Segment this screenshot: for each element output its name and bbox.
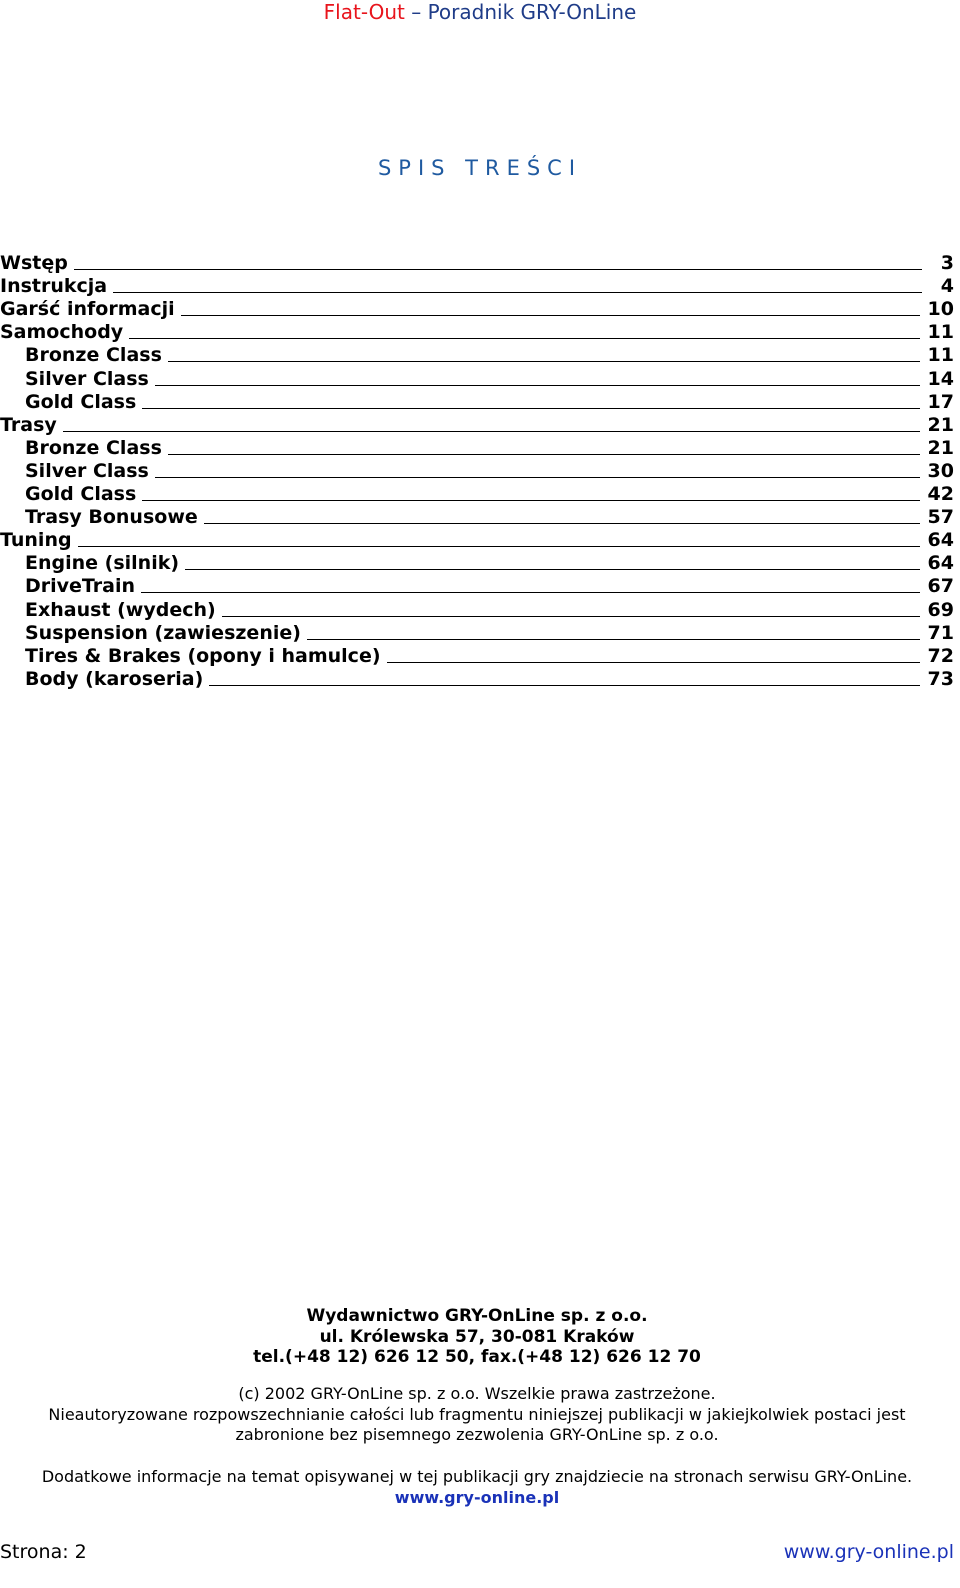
- toc-entry-page: 67: [927, 575, 954, 598]
- header-separator: –: [404, 0, 428, 24]
- toc-entry[interactable]: [0, 597, 954, 620]
- toc-leader-line: [168, 361, 920, 362]
- toc-entry-label: Engine (silnik): [25, 552, 180, 575]
- toc-entry-page: 73: [927, 667, 954, 690]
- toc-leader-line: [204, 523, 920, 524]
- publisher-info: [0, 1306, 954, 1368]
- header-guide-title: Poradnik GRY-OnLine: [427, 0, 637, 24]
- toc-leader-line: [141, 592, 920, 593]
- toc-entry-page: 42: [927, 483, 954, 506]
- toc-entry[interactable]: [0, 343, 954, 366]
- toc-leader-line: [222, 616, 920, 617]
- toc-entry-label: Gold Class: [25, 390, 137, 413]
- extra-info: [0, 1466, 954, 1508]
- publisher-address: ul. Królewska 57, 30-081 Kraków: [319, 1326, 635, 1347]
- toc-entry-label: Gold Class: [25, 483, 137, 506]
- toc-entry-label: Silver Class: [25, 459, 149, 482]
- toc-entry[interactable]: [0, 574, 954, 597]
- toc-entry-label: DriveTrain: [25, 575, 136, 598]
- toc-entry-label: Bronze Class: [25, 436, 162, 459]
- toc-leader-line: [142, 408, 919, 409]
- toc-entry[interactable]: [0, 551, 954, 574]
- toc-entry-page: 64: [927, 552, 954, 575]
- toc-entry-label: Trasy: [0, 413, 57, 436]
- publisher-phone: tel.(+48 12) 626 12 50, fax.(+48 12) 626 12 70: [253, 1347, 701, 1367]
- toc-entry[interactable]: [0, 505, 954, 528]
- publisher-name: Wydawnictwo GRY-OnLine sp. z o.o.: [306, 1306, 648, 1326]
- toc-entry-page: 71: [927, 621, 954, 644]
- toc-leader-line: [74, 269, 922, 270]
- toc-entry[interactable]: [0, 528, 954, 551]
- toc-entry-label: Body (karoseria): [25, 667, 204, 690]
- toc-entry-label: Wstęp: [0, 252, 68, 275]
- notice-line-1: Nieautoryzowane rozpowszechnianie całości lub fragmentu niniejszej publikacji w jakiejkolwiek postaci jest: [48, 1404, 906, 1424]
- toc-entry-label: Exhaust (wydech): [25, 598, 216, 621]
- toc-entry-page: 72: [927, 644, 954, 667]
- toc-entry[interactable]: [0, 413, 954, 436]
- header-game-title: Flat-Out: [323, 0, 405, 24]
- toc-entry[interactable]: [0, 274, 954, 297]
- toc-leader-line: [387, 662, 920, 663]
- toc-entry[interactable]: [0, 366, 954, 389]
- toc-entry-page: 3: [940, 252, 954, 275]
- toc-entry[interactable]: [0, 459, 954, 482]
- toc-entry-label: Instrukcja: [0, 275, 108, 298]
- toc-entry-page: 14: [927, 367, 954, 390]
- toc-leader-line: [181, 315, 920, 316]
- toc-entry-page: 4: [940, 275, 954, 298]
- toc-entry-page: 11: [927, 344, 954, 367]
- toc-heading: SPIS TREŚCI: [377, 156, 583, 180]
- page-number: Strona: 2: [0, 1541, 87, 1563]
- toc-leader-line: [63, 431, 920, 432]
- toc-entry-page: 17: [927, 390, 954, 413]
- toc-entry[interactable]: [0, 390, 954, 413]
- toc-leader-line: [129, 338, 919, 339]
- toc-entry-page: 10: [927, 298, 954, 321]
- notice-line-2: zabronione bez pisemnego zezwolenia GRY-OnLine sp. z o.o.: [235, 1425, 719, 1444]
- toc-entry-page: 57: [927, 506, 954, 529]
- toc-entry-label: Trasy Bonusowe: [25, 506, 198, 529]
- toc-leader-line: [307, 639, 920, 640]
- table-of-contents: [0, 251, 954, 690]
- toc-leader-line: [155, 477, 920, 478]
- extra-info-text: Dodatkowe informacje na temat opisywanej w tej publikacji gry znajdziecie na stronach serwisu GRY-OnLine.: [41, 1467, 913, 1486]
- copyright-line: (c) 2002 GRY-OnLine sp. z o.o. Wszelkie prawa zastrzeżone.: [238, 1384, 716, 1403]
- toc-entry-label: Suspension (zawieszenie): [25, 621, 301, 644]
- toc-leader-line: [142, 500, 919, 501]
- site-link[interactable]: www.gry-online.pl: [394, 1488, 560, 1507]
- toc-entry[interactable]: [0, 621, 954, 644]
- toc-entry-label: Samochody: [0, 321, 124, 344]
- toc-entry[interactable]: [0, 297, 954, 320]
- toc-leader-line: [155, 385, 920, 386]
- toc-entry[interactable]: [0, 482, 954, 505]
- toc-entry-page: 30: [927, 459, 954, 482]
- toc-leader-line: [78, 546, 920, 547]
- toc-entry-label: Silver Class: [25, 367, 149, 390]
- toc-entry-label: Garść informacji: [0, 298, 175, 321]
- toc-leader-line: [185, 569, 920, 570]
- toc-entry-page: 11: [927, 321, 954, 344]
- toc-entry[interactable]: [0, 436, 954, 459]
- toc-entry-label: Tuning: [0, 529, 72, 552]
- toc-entry[interactable]: [0, 667, 954, 690]
- toc-entry[interactable]: [0, 251, 954, 274]
- toc-entry-page: 64: [927, 529, 954, 552]
- toc-leader-line: [113, 292, 922, 293]
- toc-leader-line: [209, 685, 919, 686]
- toc-entry[interactable]: [0, 320, 954, 343]
- toc-entry-page: 69: [927, 598, 954, 621]
- toc-entry-label: Bronze Class: [25, 344, 162, 367]
- toc-entry[interactable]: [0, 644, 954, 667]
- toc-entry-label: Tires & Brakes (opony i hamulce): [25, 644, 381, 667]
- rights-notice: [0, 1384, 954, 1446]
- toc-entry-page: 21: [927, 413, 954, 436]
- toc-entry-page: 21: [927, 436, 954, 459]
- page-header: [0, 0, 960, 24]
- footer-site-link[interactable]: www.gry-online.pl: [783, 1541, 954, 1563]
- toc-leader-line: [168, 454, 920, 455]
